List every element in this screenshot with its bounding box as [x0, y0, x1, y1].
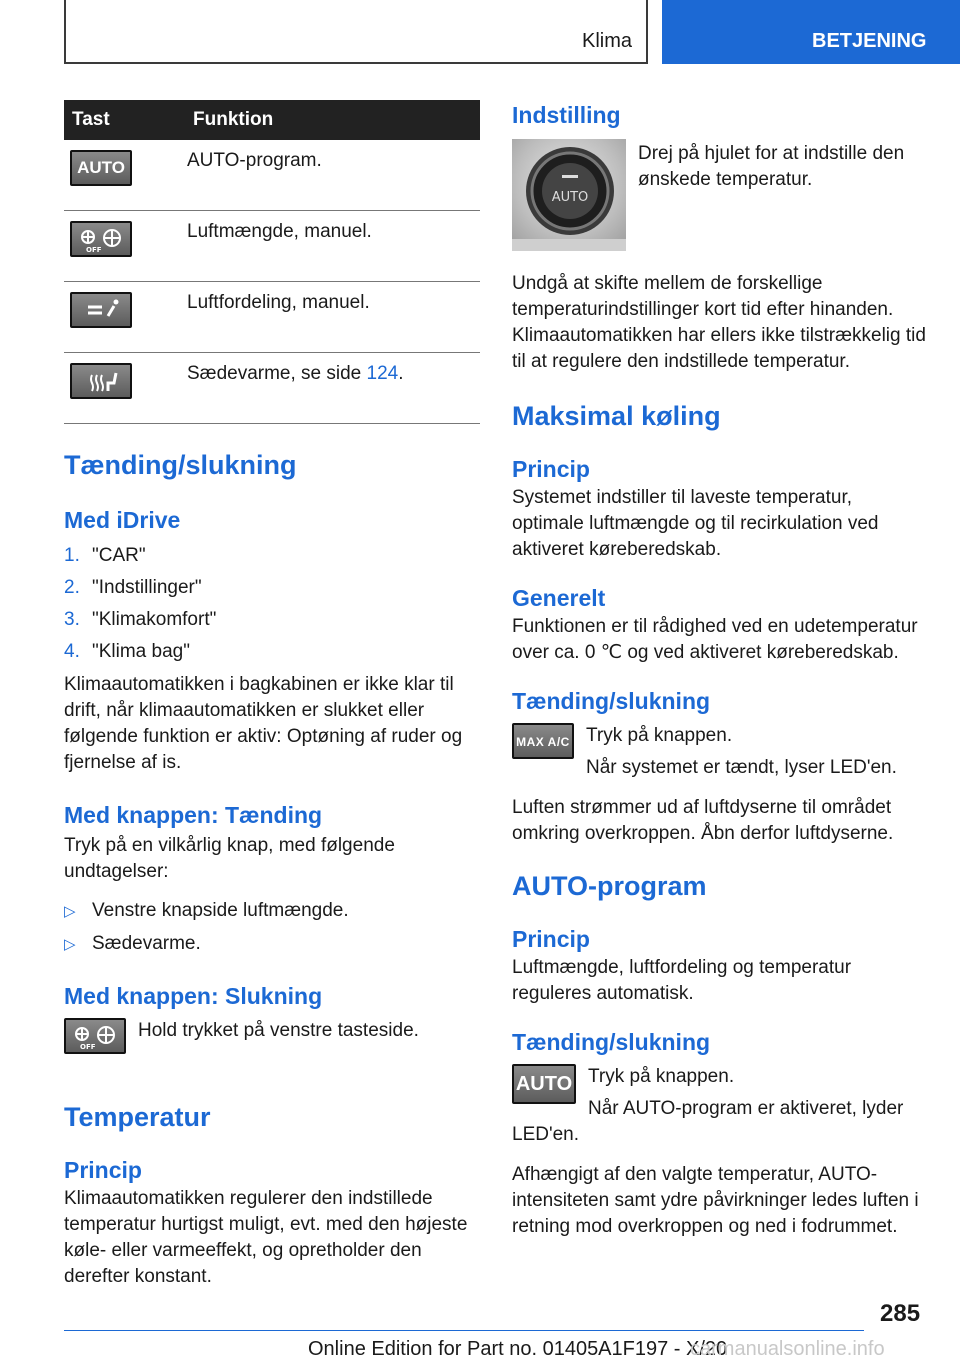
heading-med-idrive: Med iDrive	[64, 507, 181, 533]
paragraph: Tryk på knappen.	[586, 725, 733, 746]
table-row	[64, 282, 480, 353]
heading-taending-slukning: Tænding/slukning	[64, 450, 297, 480]
heading-med-knappen-slukning: Med knappen: Slukning	[64, 983, 323, 1009]
exceptions-list	[64, 895, 480, 961]
table-cell: Sædevarme, se side 124.	[179, 353, 480, 424]
heading-auto-program: AUTO-program	[512, 871, 707, 901]
table-row	[64, 353, 480, 424]
auto-block	[512, 1064, 928, 1148]
dial-block	[512, 139, 928, 251]
list-item: ▷ Venstre knapside luftmængde.	[64, 900, 349, 921]
idrive-steps	[64, 540, 480, 668]
heading-princip: Princip	[512, 926, 590, 952]
air-distribution-button-icon	[70, 292, 132, 328]
table-header-key: Tast	[64, 100, 179, 140]
left-column	[64, 100, 480, 1290]
svg-text:AUTO: AUTO	[551, 190, 589, 205]
fan-off-button-icon	[64, 1018, 126, 1054]
paragraph: Luftmængde, luftfordeling og temperatur reguleres automatisk.	[512, 957, 852, 1004]
slukning-block	[64, 1018, 480, 1054]
heading-taending-slukning: Tænding/slukning	[512, 688, 711, 714]
paragraph: Systemet indstiller til laveste temperatur, optimale luftmængde og til recirkulation ved aktiveret køreberedskab.	[512, 487, 879, 560]
paragraph: Funktionen er til rådighed ved en udetemperatur over ca. 0 ℃ og ved aktiveret køreberedskab.	[512, 616, 918, 663]
page-number: 285	[880, 1300, 921, 1327]
heading-princip: Princip	[512, 456, 590, 482]
right-column	[512, 100, 928, 1240]
svg-text:OFF: OFF	[86, 246, 102, 253]
paragraph: Klimaautomatikken regulerer den indstillede temperatur hurtigst muligt, evt. med den højeste køle- eller varmeeffekt, og opretholder den derefter konstant.	[64, 1188, 468, 1287]
page-link[interactable]: 124	[366, 363, 399, 384]
heading-taending-slukning: Tænding/slukning	[512, 1029, 711, 1055]
heading-indstilling: Indstilling	[512, 102, 621, 128]
table-cell: Luftmængde, manuel.	[179, 211, 480, 282]
paragraph: Hold trykket på venstre tasteside.	[138, 1020, 419, 1041]
list-item: 1. "CAR"	[64, 545, 146, 566]
table-row	[64, 140, 480, 211]
table-cell: Luftfordeling, manuel.	[179, 282, 480, 353]
list-item: ▷ Sædevarme.	[64, 933, 201, 954]
heading-princip: Princip	[64, 1157, 142, 1183]
list-item: 3. "Klimakomfort"	[64, 609, 217, 630]
watermark: carmanualsonline.info	[690, 1338, 885, 1360]
heading-med-knappen-taending: Med knappen: Tænding	[64, 802, 323, 828]
paragraph: Klimaautomatikken i bagkabinen er ikke klar til drift, når klimaautomatikken er slukket eller følgende funktion er aktiv: Optøning af ruder og fjernelse af is.	[64, 674, 463, 773]
heading-generelt: Generelt	[512, 585, 606, 611]
paragraph: Når systemet er tændt, lyser LED'en.	[586, 757, 897, 778]
fan-off-button-icon	[70, 221, 132, 257]
footer-divider	[64, 1330, 864, 1331]
paragraph: Tryk på en vilkårlig knap, med følgende undtagelser:	[64, 835, 395, 882]
paragraph: Undgå at skifte mellem de forskellige temperaturindstillinger kort tid efter hinanden. Klimaautomatikken har ellers ikke tilstrækkelig tid til at regulere den indstillede temperatur.	[512, 273, 926, 372]
chapter-tab: BETJENING	[662, 0, 960, 64]
svg-text:OFF: OFF	[80, 1043, 96, 1050]
auto-button-icon: AUTO	[70, 150, 132, 186]
list-item: 4. "Klima bag"	[64, 641, 190, 662]
paragraph: Luften strømmer ud af luftdyserne til området omkring overkroppen. Åbn derfor luftdyserne.	[512, 797, 894, 844]
table-cell: AUTO-program.	[179, 140, 480, 211]
auto-button-icon: AUTO	[512, 1064, 576, 1104]
list-item: 2. "Indstillinger"	[64, 577, 202, 598]
paragraph: Afhængigt af den valgte temperatur, AUTO-intensiteten samt ydre påvirkninger ledes luften i retning mod overkroppen og ned i fodrummet.	[512, 1164, 919, 1237]
section-title: Klima	[581, 30, 632, 52]
temperature-dial-image	[512, 139, 626, 251]
heading-maksimal-koling: Maksimal køling	[512, 401, 721, 431]
header-left-box	[64, 0, 648, 64]
paragraph: Tryk på knappen.	[588, 1066, 735, 1087]
paragraph: Når AUTO-program er aktiveret, lyder LED'en.	[512, 1098, 904, 1145]
heading-temperatur: Temperatur	[64, 1102, 211, 1132]
paragraph: Drej på hjulet for at indstille den ønskede temperatur.	[638, 143, 905, 190]
table-row	[64, 211, 480, 282]
key-function-table	[64, 100, 480, 424]
max-ac-button-icon: MAX A/C	[512, 723, 574, 759]
edition-text: Online Edition for Part no. 01405A1F197 - X/20	[308, 1338, 728, 1360]
seat-heating-button-icon	[70, 363, 132, 399]
maxac-block	[512, 723, 928, 781]
table-header-function: Funktion	[179, 100, 480, 140]
